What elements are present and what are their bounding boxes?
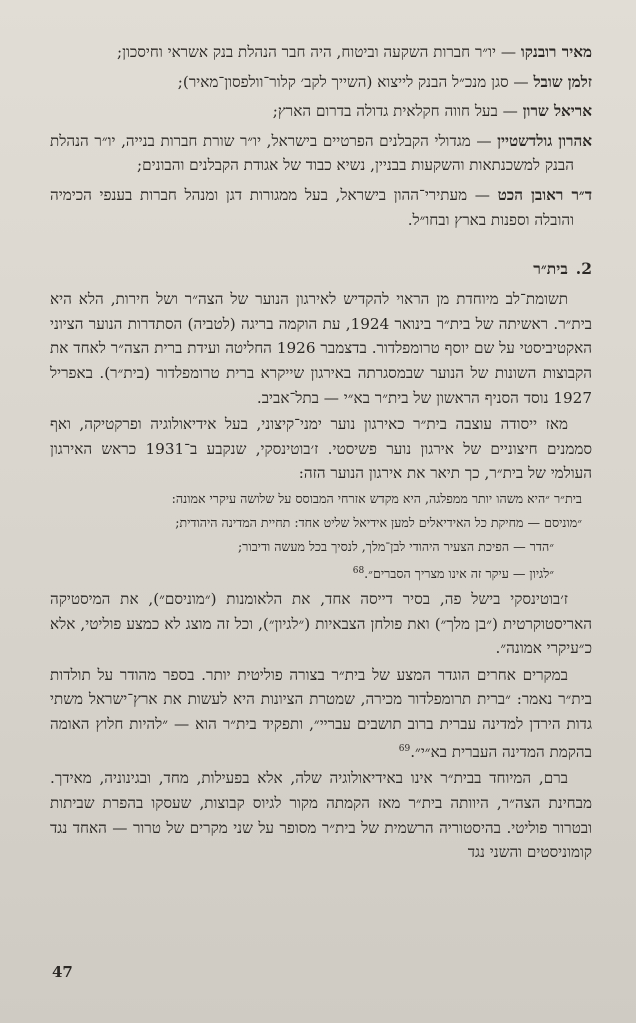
entry-1 [50,40,592,70]
entry-text: — מעתירי־ההון בישראל, בעל ממגורות דגן ומנהל חברות בענפי הכימיה והובלה וספנות בארץ ובחו״ל. [50,185,574,229]
section-number: 2. [575,259,592,279]
section-title: בית״ר [533,259,568,279]
entry-name: זלמן שובל [533,72,592,91]
paragraph-4-text: במקרים אחרים הוגדר המצע של בית״ר בצורה פוליטית יותר. בספר מהודר על תולדות בית״ר נאמר: ״ברית תרומפלדור מכירה, שמטרת הציונות היא לעשות את ארץ־ישראל משתי גדות הירדן למדינה עברית ברוב תושבים עבריי״, ותפקיד בית״ר הוא — ״להיות חלוץ האומה בהקמת המדינה העברית בא״י״. [50,665,592,761]
entry-text: — בעל חווה חקלאית גדולה בדרום הארץ; [272,102,523,121]
quote-3: ״הדר — הפיכת הצעיר היהודי לבן־מלך, לנסיך בכל מעשה ודיבור; [237,538,554,554]
entry-text: — סגן מנכ״ל הבנק לייצוא (השייך לקב׳ קלור־וולפסון־מאיר); [177,72,534,91]
paragraph-3: ז׳בוטינסקי בישל פה, בסיר דייסה אחד, את הלאומנות (״מוניסם״), את המיסטיקה האריסטוקרטית (״בן מלך״) ואת פולחן הצבאיות (״לגיון״), וכל זה מוצג לא כמצע פוליטי, אלא כ״עיקרי אמונה״. [50,590,592,658]
footnote-ref: 69 [398,743,411,754]
paragraph-5: ברם, המיוחד בבית״ר אינו באידיאולוגיה שלה, אלא בפעילות, מחד, ובגינוניה, מאידך. מבחינת הצה״ר, היוותה בית״ר מאז הקמתה מקור לגיוס קבוצות, שעסקו בהפרת שביתות ובטרור פוליטי. בהיסטוריה הרשמית של בית״ר מסופר על שני מקרים של טרור — האחד נגד קומוניסטים והשני נגד [50,769,592,862]
entry-name: ד״ר ראובן הכט [497,185,592,204]
entries-list [50,40,592,237]
entry-name: מאיר רובנקו [520,43,592,61]
entry-4 [50,129,592,183]
page-number: 47 [52,963,73,981]
section-heading [50,259,592,279]
entry-text: — יו״ר חברות השקעה וביטוח, היה חבר הנהלת בנק אשראי וחיסכון; [116,43,521,61]
paragraph-2: מאז ייסודה עוצבה בית״ר כאירגון נוער ימני־קיצוני, בעל אידיאולוגיה ופרקטיקה, ואף סממנים חיצוניים של אירגון נוער פשיסטי. ז׳בוטינסקי, שנקבע ב־1931 כראש האירגון העולמי של בית״ר, כך תיאר את אירגון הנוער הזה: [50,415,592,483]
entry-5 [50,183,592,237]
main-text [50,287,592,865]
paragraph-4 [50,663,592,764]
entry-name: אריאל שרון [522,102,592,121]
footnote-ref: 68 [352,565,365,576]
quote-2: ״מוניסם — מחיקת כל האידיאלים למען אידיאל שליט אחד: תחיית המדינה היהודית; [175,514,582,530]
entry-3 [50,99,592,129]
entry-text: — מגדולי הקבלנים הפרטיים בישראל, יו״ר שורת חברות בנייה, יו״ר הנהלת הבנק למשכנתאות והשקעות בבניין, נשיא כבוד של אגודת הקבלנים והבונים; [50,131,574,175]
quote-4-text: ״לגיון — עיקר זה אינו מצריך הסברים״. [364,566,554,582]
quote-4 [50,560,554,585]
paragraph-1: תשומת־לב מיוחדת מן הראוי להקדיש לאירגון הנוער של הצה״ר ושל חירות, הלא היא בית״ר. ראשיתה של בית״ר בינואר 1924, עת הוקמה בריגה (לטביה) הסתדרות הנוער הציוני האקטיביסטי על שם יוסף טרומפלדור. בדצמבר 1926 החליטה ועידת ברית הצה״ר לאחד את הקבוצות השונות של הנוער שבמסגרתה באירגון שייקרא ברית טרומפלדור (בית״ר). באפריל 1927 נוסד הסניף הראשון של בית״ר בא״י — בתל־אביב. [50,290,592,407]
quote-1: בית״ר ״היא משהו יותר ממפלגה, היא מקדש אזרחי המבוסס על שלושה עיקרי אמונה: [171,490,582,506]
entry-2 [50,70,592,100]
entry-name: אהרון גולדשטיין [497,131,593,150]
